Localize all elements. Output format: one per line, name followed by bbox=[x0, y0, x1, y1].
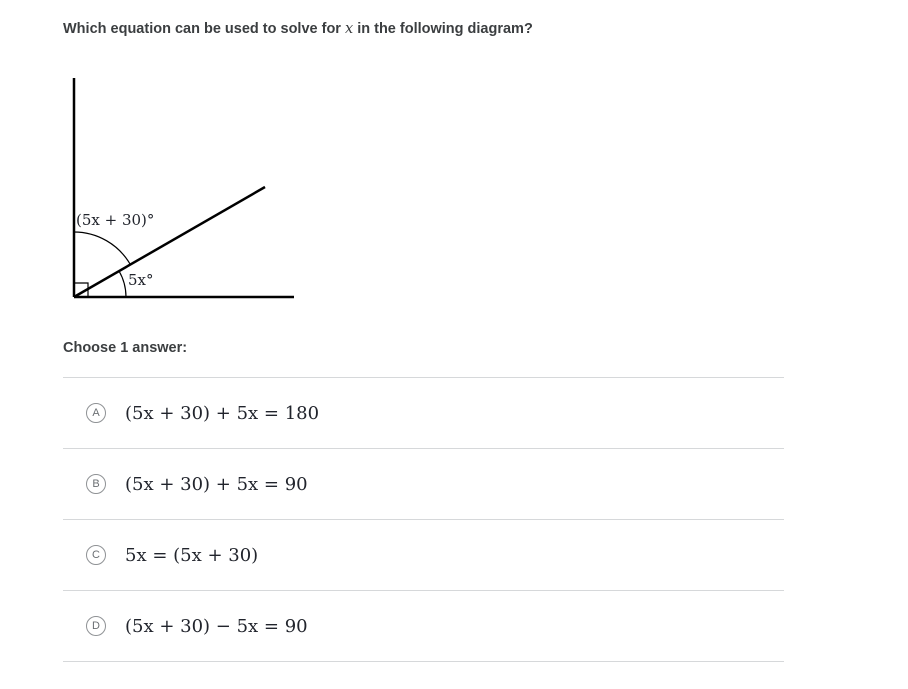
choice-a[interactable] bbox=[63, 378, 784, 449]
question-suffix: in the following diagram? bbox=[353, 21, 533, 37]
choice-d-text: (5x + 30) − 5x = 90 bbox=[125, 615, 308, 637]
lower-angle-arc bbox=[119, 271, 126, 297]
question-text bbox=[63, 21, 533, 37]
choice-c-letter-icon: C bbox=[86, 545, 106, 565]
lower-angle-label: 5x° bbox=[128, 271, 154, 289]
upper-angle-arc bbox=[74, 232, 130, 265]
answer-choices bbox=[63, 377, 784, 662]
choice-b[interactable] bbox=[63, 449, 784, 520]
choice-d[interactable] bbox=[63, 591, 784, 662]
upper-angle-label: (5x + 30)° bbox=[76, 211, 155, 229]
question-prefix: Which equation can be used to solve for bbox=[63, 21, 345, 37]
choice-b-text: (5x + 30) + 5x = 90 bbox=[125, 473, 308, 495]
choice-c[interactable] bbox=[63, 520, 784, 591]
question-variable: x bbox=[344, 21, 354, 37]
choice-c-text: 5x = (5x + 30) bbox=[125, 544, 259, 566]
diagonal-ray bbox=[74, 187, 265, 297]
angle-diagram bbox=[55, 70, 315, 310]
choice-b-letter-icon: B bbox=[86, 474, 106, 494]
choice-a-text: (5x + 30) + 5x = 180 bbox=[125, 402, 320, 424]
choice-d-letter-icon: D bbox=[86, 616, 106, 636]
choose-label: Choose 1 answer: bbox=[63, 340, 188, 356]
choice-a-letter-icon: A bbox=[86, 403, 106, 423]
